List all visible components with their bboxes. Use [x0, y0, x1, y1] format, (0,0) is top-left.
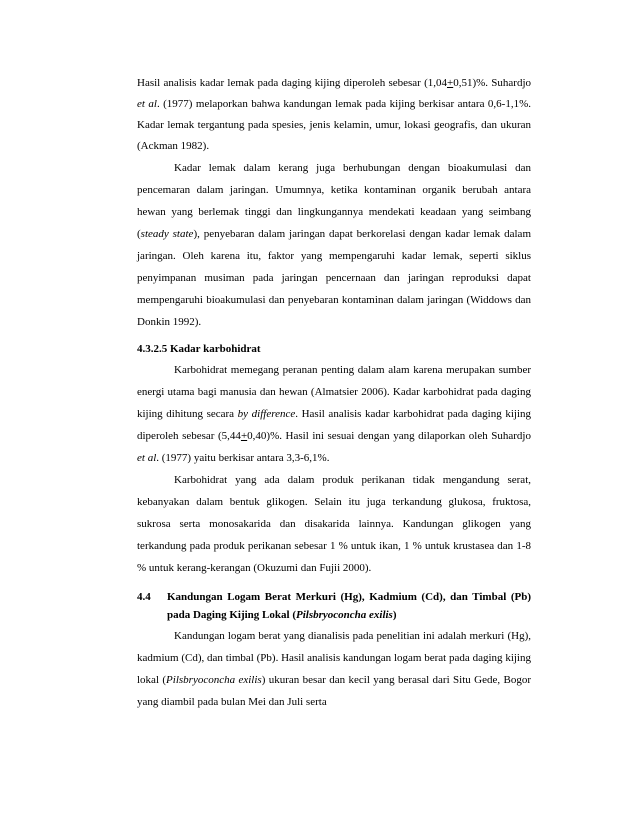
- text-run: ): [392, 609, 397, 621]
- text-run: Karbohidrat memegang peranan penting dalam alam karena merupakan sumber energi utama bagi manusia dan hewan (Almatsier 2006). Kadar karbohidrat pada daging kijing dihitung secara: [137, 364, 531, 420]
- text-run: . (1977) yaitu berkisar antara 3,3-6,1%.: [156, 452, 330, 464]
- species-name-italic: Pilsbryoconcha exilis: [166, 674, 262, 686]
- text-run: Kandungan logam berat yang dianalisis pada penelitian ini adalah merkuri (Hg), kadmium (Cd), dan timbal (Pb). Hasil analisis kandungan logam berat pada daging kijing lokal (: [137, 630, 531, 686]
- text-run: Hasil analisis kadar lemak pada daging kijing diperoleh sebesar (1,04: [137, 77, 447, 89]
- plus-minus-sign: +: [446, 77, 454, 89]
- text-run: ) ukuran besar dan kecil yang berasal dari Situ Gede, Bogor yang diambil pada bulan Mei dan Juli serta: [137, 674, 531, 708]
- by-difference-italic: by difference: [237, 408, 296, 420]
- section-title: [167, 588, 531, 624]
- text-run: . (1977) melaporkan bahwa kandungan lemak pada kijing berkisar antara 0,6-1,1%. Kadar lemak tergantung pada spesies, jenis kelamin, umur, lokasi geografis, dan ukuran (Ackman 1982).: [137, 98, 531, 152]
- plus-minus-sign: +: [240, 430, 248, 442]
- text-run: . Hasil analisis kadar karbohidrat pada daging kijing diperoleh sebesar (5,44: [137, 408, 532, 442]
- subsection-heading-carbohydrate: 4.3.2.5 Kadar karbohidrat: [137, 343, 261, 355]
- paragraph-carbohydrate-content: [137, 359, 531, 469]
- species-name-italic: Pilsbryoconcha exilis: [295, 609, 393, 621]
- section-heading-heavy-metals: [137, 588, 531, 624]
- document-page: [137, 73, 531, 713]
- paragraph-fat-content: [137, 73, 531, 157]
- text-run: Kandungan Logam Berat Merkuri (Hg), Kadmium (Cd), dan Timbal (Pb) pada Daging Kijing Lokal (: [167, 591, 531, 621]
- steady-state-italic: steady state: [140, 228, 194, 240]
- text-run: 0,51)%. Suhardjo: [453, 77, 532, 89]
- et-al-italic: et al: [137, 98, 157, 110]
- paragraph-fat-bioaccumulation: [137, 157, 531, 333]
- et-al-italic: et al: [137, 452, 157, 464]
- section-number: 4.4: [137, 591, 151, 603]
- text-run: ), penyebaran dalam jaringan dapat berkorelasi dengan kadar lemak dalam jaringan. Oleh karena itu, faktor yang mempengaruhi kadar lemak, seperti siklus penyimpanan musiman pada jaringan pencernaan dan jaringan reproduksi dapat mempengaruhi bioakumulasi dan penyebaran kontaminan dalam jaringan (Widdows dan Donkin 1992).: [137, 228, 531, 328]
- text-run: 0,40)%. Hasil ini sesuai dengan yang dilaporkan oleh Suhardjo: [247, 430, 531, 442]
- text-run: Kadar lemak dalam kerang juga berhubungan dengan bioakumulasi dan pencemaran dalam jaringan. Umumnya, ketika kontaminan organik berubah antara hewan yang berlemak tinggi dan lingkungannya mendekati keadaan yang seimbang (: [137, 162, 531, 240]
- paragraph-glycogen: Karbohidrat yang ada dalam produk perikanan tidak mengandung serat, kebanyakan dalam bentuk glikogen. Selain itu juga terkandung glukosa, fruktosa, sukrosa serta monosakarida dan disakarida lainnya. Kandungan glikogen yang terkandung pada produk perikanan sebesar 1 % untuk ikan, 1 % untuk krustasea dan 1-8 % untuk kerang-kerangan (Okuzumi dan Fujii 2000).: [137, 474, 531, 574]
- paragraph-heavy-metal-analysis: [137, 625, 531, 713]
